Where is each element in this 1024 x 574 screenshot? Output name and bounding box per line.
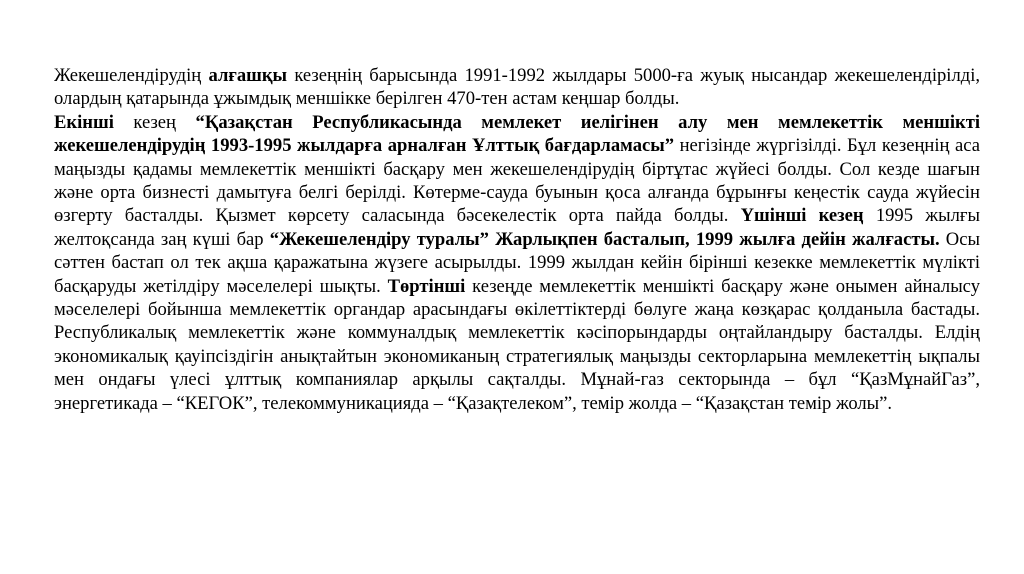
- bold-term-third: Үшінші кезең: [740, 205, 864, 227]
- body-text: [54, 64, 980, 415]
- text-run: Жекешелендірудің: [54, 65, 209, 86]
- text-run: негізінде жүргізілді. Бұл кезеңнің аса маңызды қадамы мемлекеттік меншікті басқару мен жекешелендірудің біртұтас жүйесі болды. Сол кезде шағын және орта бизнесті дамытуға белгі берілді. Көтерме-сауда буынын қоса алғанда бұрынғы кеңестік сауда жүйесін өзгерту басталды. Қызмет көрсету саласында бәсекелестік орта пайда болды.: [54, 135, 980, 227]
- bold-term-first: алғашқы: [208, 65, 288, 86]
- text-run: кезеңде мемлекеттік меншікті басқару және онымен айналысу мәселелері бойынша мемлекеттік органдар арасындағы өкілеттіктерді бөлуге жаңа көзқарас қолданыла бастады. Республикалық мемлекеттік және коммуналдық мемлекеттік кәсіпорындарды оңтайландыру басталды. Елдің экономикалық қауіпсіздігін анықтайтын экономиканың стратегиялық маңызды секторларына мемлекеттің ықпалы мен ондағы үлесі ұлттық компаниялар арқылы сақталды. Мұнай-газ секторында – бұл “ҚазМұнайГаз”, энергетикада – “КЕГОК”, телекоммуникацияда – “Қазақтелеком”, темір жолда – “Қазақстан темір жолы”.: [54, 275, 980, 414]
- bold-program-title: “Қазақстан Республикасында мемлекет иелігінен алу мен мемлекеттік меншікті жекешелендірудің 1993-1995 жылдарға арналған Ұлттық бағдарламасы”: [54, 111, 980, 157]
- text-run: кезең: [113, 111, 196, 133]
- bold-decree-title: “Жекешелендіру туралы” Жарлықпен басталып, 1999 жылға дейін жалғасты.: [269, 228, 940, 250]
- text-run: Осы сәттен бастап ол тек ақша қаражатына жүзеге асырылды. 1999 жылдан кейін бірінші кезекке мемлекеттік мүлікті басқаруды жетілдіру мәселелері шықты.: [54, 228, 980, 297]
- bold-term-second: Екінші: [54, 111, 114, 133]
- paragraph-later-stages: [54, 111, 980, 415]
- paragraph-first-stage: [54, 64, 980, 111]
- bold-term-fourth: Төртінші: [387, 275, 466, 297]
- text-run: 1995 жылғы желтоқсанда заң күші бар: [54, 205, 980, 250]
- text-run: кезеңнің барысында 1991-1992 жылдары 5000-ға жуық нысандар жекешелендірілді, олардың қатарында ұжымдық меншікке берілген 470-тен астам кеңшар болды.: [54, 65, 981, 110]
